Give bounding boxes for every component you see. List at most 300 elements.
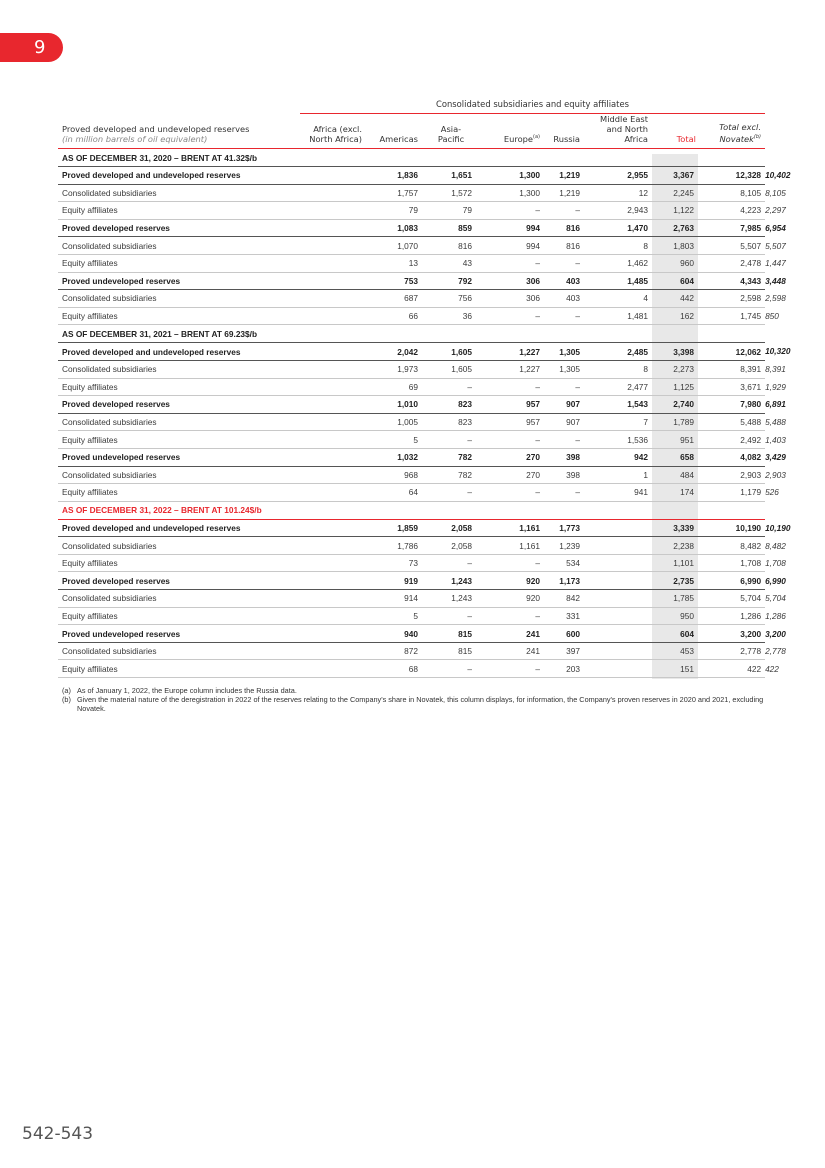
cell-total: 8,391 [694,360,765,378]
row-label: Consolidated subsidiaries [58,590,298,608]
cell-africa: 69 [362,378,418,396]
cell-africa: 1,836 [362,167,418,185]
cell-total: 422 [694,660,765,678]
cell-africa: 13 [362,254,418,272]
cell-europe: 1,173 [540,572,580,590]
col-header-europe: Europe$^{(a)}$ [503,134,540,144]
cell-americas: – [418,378,472,396]
cell-asia: 1,161 [472,519,540,537]
cell-mena: 604 [648,625,694,643]
cell-total: 1,179 [694,484,765,502]
cell-total: 3,200 [694,625,765,643]
col-header-europe-note: (a) [533,134,540,141]
cell-americas: – [418,431,472,449]
cell-asia: – [472,554,540,572]
cell-russia: 1 [580,466,648,484]
section-row [58,149,765,167]
row-label: Consolidated subsidiaries [58,290,298,308]
cell-americas: 2,058 [418,519,472,537]
cell-asia: 1,227 [472,343,540,361]
row-header-title: Proved developed and undeveloped reserves [62,124,250,134]
footnote-text: Given the material nature of the deregistration in 2022 of the reserves relating to the Company's share in Novatek, this column displays, for information, the Company's proven reserves in 2020 and 2021, excluding Novatek. [77,695,764,713]
cell-total: 5,704 [694,590,765,608]
cell-asia: 306 [472,290,540,308]
row-label: Proved undeveloped reserves [58,625,298,643]
cell-europe: 1,773 [540,519,580,537]
row-label: Proved undeveloped reserves [58,272,298,290]
cell-total: 4,343 [694,272,765,290]
cell-europe: 816 [540,219,580,237]
column-header-row [58,114,765,149]
row-label: Proved developed and undeveloped reserves [58,343,298,361]
cell-americas: 823 [418,413,472,431]
table-row: Equity affiliates 13 43 – – 1,462 960 2,478 1,447 [58,254,765,272]
cell-total: 2,903 [694,466,765,484]
cell-total: 6,990 [694,572,765,590]
table-row: Proved developed and undeveloped reserves 1,836 1,651 1,300 1,219 2,955 3,367 12,328 10,402 [58,167,765,185]
cell-europe: – [540,202,580,220]
cell-russia [580,590,648,608]
table-row: Proved developed and undeveloped reserves 1,859 2,058 1,161 1,773 3,339 10,190 10,190 [58,519,765,537]
cell-russia [580,554,648,572]
cell-russia [580,607,648,625]
cell-africa: 73 [362,554,418,572]
spacer-cell [298,254,362,272]
cell-europe: 842 [540,590,580,608]
cell-americas: – [418,554,472,572]
table-row: Equity affiliates 73 – – 534 1,101 1,708 1,708 [58,554,765,572]
cell-africa: 5 [362,431,418,449]
row-label: Consolidated subsidiaries [58,413,298,431]
cell-total: 1,708 [694,554,765,572]
col-header-total-excl: Total excl. Novatek$^{(b)}$ [719,122,761,144]
table-row: Consolidated subsidiaries 687 756 306 403 4 442 2,598 2,598 [58,290,765,308]
row-label: Proved developed and undeveloped reserves [58,519,298,537]
cell-mena: 960 [648,254,694,272]
cell-total: 2,778 [694,642,765,660]
spacer-cell [298,431,362,449]
spacer-cell [298,554,362,572]
cell-africa: 872 [362,642,418,660]
reserves-table-body [58,149,791,678]
row-label: Equity affiliates [58,378,298,396]
cell-mena: 174 [648,484,694,502]
table-row: Proved undeveloped reserves 753 792 306 403 1,485 604 4,343 3,448 [58,272,765,290]
cell-mena: 1,803 [648,237,694,255]
cell-europe: – [540,431,580,449]
cell-europe: 1,305 [540,343,580,361]
cell-africa: 1,005 [362,413,418,431]
cell-africa: 1,973 [362,360,418,378]
cell-total: 8,105 [694,184,765,202]
spacer-cell [298,360,362,378]
spacer-cell [298,590,362,608]
spacer-cell [298,272,362,290]
cell-mena: 1,789 [648,413,694,431]
footnote-mark: (a) [62,686,71,695]
cell-africa: 79 [362,202,418,220]
page-range: 542-543 [22,1124,94,1144]
table-row: Equity affiliates 79 79 – – 2,943 1,122 4,223 2,297 [58,202,765,220]
group-header: Consolidated subsidiaries and equity affiliates [300,96,765,114]
cell-europe: 1,219 [540,167,580,185]
cell-africa: 68 [362,660,418,678]
cell-europe: 203 [540,660,580,678]
cell-total: 1,286 [694,607,765,625]
cell-russia: 7 [580,413,648,431]
cell-europe: 403 [540,272,580,290]
row-label: AS OF DECEMBER 31, 2020 – BRENT AT 41.32$/b [58,149,765,167]
cell-total: 4,223 [694,202,765,220]
cell-europe: 534 [540,554,580,572]
cell-americas: 823 [418,396,472,414]
row-label: Proved developed reserves [58,572,298,590]
cell-asia: – [472,484,540,502]
cell-americas: 1,605 [418,360,472,378]
spacer-cell [298,290,362,308]
row-label: Consolidated subsidiaries [58,537,298,555]
cell-mena: 3,339 [648,519,694,537]
row-label: Equity affiliates [58,484,298,502]
table-row: Consolidated subsidiaries 1,786 2,058 1,161 1,239 2,238 8,482 8,482 [58,537,765,555]
table-row: Equity affiliates 5 – – – 1,536 951 2,492 1,403 [58,431,765,449]
cell-asia: 994 [472,219,540,237]
row-label: Equity affiliates [58,431,298,449]
cell-russia: 2,955 [580,167,648,185]
cell-total: 2,478 [694,254,765,272]
table-row: Consolidated subsidiaries 1,757 1,572 1,300 1,219 12 2,245 8,105 8,105 [58,184,765,202]
cell-americas: 36 [418,307,472,325]
page-number: 9 [34,37,46,58]
cell-mena: 950 [648,607,694,625]
cell-asia: – [472,660,540,678]
cell-americas: 1,651 [418,167,472,185]
cell-asia: – [472,307,540,325]
cell-asia: – [472,378,540,396]
cell-americas: 1,572 [418,184,472,202]
cell-total: 12,328 [694,167,765,185]
cell-mena: 1,122 [648,202,694,220]
spacer-cell [298,537,362,555]
cell-americas: 792 [418,272,472,290]
cell-americas: 43 [418,254,472,272]
row-label: Consolidated subsidiaries [58,237,298,255]
cell-europe: – [540,254,580,272]
cell-mena: 2,740 [648,396,694,414]
spacer-cell [298,642,362,660]
page-number-tab [0,33,63,62]
cell-europe: 398 [540,448,580,466]
spacer-cell [298,607,362,625]
cell-mena: 2,763 [648,219,694,237]
cell-asia: 1,227 [472,360,540,378]
spacer-cell [298,519,362,537]
cell-europe: 907 [540,396,580,414]
cell-total: 2,492 [694,431,765,449]
cell-asia: 1,161 [472,537,540,555]
spacer-cell [298,413,362,431]
cell-russia: 8 [580,360,648,378]
col-header-asia: Asia-Pacific [437,124,465,144]
cell-mena: 658 [648,448,694,466]
col-header-mena: Middle East and North Africa [600,114,648,144]
cell-europe: 1,239 [540,537,580,555]
cell-total: 10,190 [694,519,765,537]
cell-russia: 1,536 [580,431,648,449]
cell-total: 3,671 [694,378,765,396]
col-header-russia: Russia [553,134,580,144]
row-label: Consolidated subsidiaries [58,184,298,202]
cell-mena: 951 [648,431,694,449]
cell-asia: 994 [472,237,540,255]
cell-europe: 1,219 [540,184,580,202]
spacer-cell [298,219,362,237]
cell-americas: 79 [418,202,472,220]
cell-africa: 1,083 [362,219,418,237]
cell-americas: 2,058 [418,537,472,555]
cell-asia: – [472,254,540,272]
spacer-cell [298,660,362,678]
cell-asia: – [472,202,540,220]
cell-africa: 5 [362,607,418,625]
cell-total: 8,482 [694,537,765,555]
table-row: Proved undeveloped reserves 1,032 782 270 398 942 658 4,082 3,429 [58,448,765,466]
footnote-a [62,686,767,695]
table-row: Equity affiliates 5 – – 331 950 1,286 1,286 [58,607,765,625]
cell-total: 7,985 [694,219,765,237]
row-header-unit: (in million barrels of oil equivalent) [62,134,208,144]
cell-total: 5,507 [694,237,765,255]
cell-total: 4,082 [694,448,765,466]
reserves-table [58,149,791,678]
cell-africa: 64 [362,484,418,502]
cell-russia: 2,477 [580,378,648,396]
cell-russia [580,572,648,590]
cell-russia: 941 [580,484,648,502]
cell-total: 2,598 [694,290,765,308]
cell-africa: 66 [362,307,418,325]
cell-russia: 1,470 [580,219,648,237]
cell-mena: 2,735 [648,572,694,590]
cell-africa: 1,010 [362,396,418,414]
cell-europe: 1,305 [540,360,580,378]
spacer-cell [298,448,362,466]
cell-americas: 782 [418,448,472,466]
cell-asia: 270 [472,466,540,484]
cell-mena: 2,245 [648,184,694,202]
cell-europe: 403 [540,290,580,308]
reserves-table-container [58,96,791,678]
row-label: AS OF DECEMBER 31, 2022 – BRENT AT 101.24$/b [58,501,765,519]
cell-africa: 914 [362,590,418,608]
table-row: Consolidated subsidiaries 1,005 823 957 907 7 1,789 5,488 5,488 [58,413,765,431]
spacer-cell [298,167,362,185]
table-row: Consolidated subsidiaries 914 1,243 920 842 1,785 5,704 5,704 [58,590,765,608]
cell-russia [580,642,648,660]
cell-mena: 3,367 [648,167,694,185]
table-row: Equity affiliates 66 36 – – 1,481 162 1,745 850 [58,307,765,325]
cell-europe: 600 [540,625,580,643]
cell-africa: 1,859 [362,519,418,537]
cell-africa: 940 [362,625,418,643]
cell-total: 12,062 [694,343,765,361]
cell-russia: 1,485 [580,272,648,290]
cell-africa: 2,042 [362,343,418,361]
cell-americas: 1,243 [418,572,472,590]
cell-africa: 753 [362,272,418,290]
cell-total: 7,980 [694,396,765,414]
cell-russia: 1,543 [580,396,648,414]
cell-russia [580,519,648,537]
cell-mena: 162 [648,307,694,325]
spacer-cell [298,396,362,414]
cell-asia: 957 [472,413,540,431]
cell-africa: 919 [362,572,418,590]
cell-africa: 1,786 [362,537,418,555]
cell-mena: 2,238 [648,537,694,555]
cell-europe: – [540,484,580,502]
row-label: AS OF DECEMBER 31, 2021 – BRENT AT 69.23$/b [58,325,765,343]
cell-mena: 151 [648,660,694,678]
table-row: Equity affiliates 69 – – – 2,477 1,125 3,671 1,929 [58,378,765,396]
cell-europe: 331 [540,607,580,625]
cell-asia: 270 [472,448,540,466]
row-label: Consolidated subsidiaries [58,360,298,378]
cell-africa: 1,757 [362,184,418,202]
row-label: Consolidated subsidiaries [58,466,298,484]
cell-asia: – [472,431,540,449]
table-row: Consolidated subsidiaries 872 815 241 397 453 2,778 2,778 [58,642,765,660]
row-label: Equity affiliates [58,307,298,325]
cell-americas: – [418,660,472,678]
spacer-cell [298,307,362,325]
cell-asia: 1,300 [472,167,540,185]
cell-russia: 2,943 [580,202,648,220]
row-label: Equity affiliates [58,254,298,272]
cell-americas: 756 [418,290,472,308]
row-label: Equity affiliates [58,660,298,678]
cell-asia: 1,300 [472,184,540,202]
table-row: Equity affiliates 64 – – – 941 174 1,179 526 [58,484,765,502]
cell-americas: – [418,484,472,502]
row-label: Equity affiliates [58,607,298,625]
cell-asia: – [472,607,540,625]
row-label: Equity affiliates [58,554,298,572]
cell-americas: 816 [418,237,472,255]
table-row: Proved developed reserves 919 1,243 920 1,173 2,735 6,990 6,990 [58,572,765,590]
cell-americas: 815 [418,642,472,660]
col-header-total: Total [676,134,696,144]
cell-europe: – [540,307,580,325]
cell-mena: 1,101 [648,554,694,572]
cell-americas: 859 [418,219,472,237]
row-label: Consolidated subsidiaries [58,642,298,660]
row-header [62,124,262,144]
cell-europe: – [540,378,580,396]
cell-europe: 816 [540,237,580,255]
spacer-cell [298,202,362,220]
spacer-cell [298,237,362,255]
cell-russia [580,660,648,678]
cell-americas: 1,243 [418,590,472,608]
cell-russia [580,537,648,555]
table-row: Proved developed reserves 1,083 859 994 816 1,470 2,763 7,985 6,954 [58,219,765,237]
row-label: Proved developed and undeveloped reserves [58,167,298,185]
spacer-cell [298,484,362,502]
row-label: Equity affiliates [58,202,298,220]
cell-mena: 2,273 [648,360,694,378]
cell-americas: 1,605 [418,343,472,361]
cell-total: 1,745 [694,307,765,325]
row-label: Proved undeveloped reserves [58,448,298,466]
cell-africa: 1,032 [362,448,418,466]
cell-russia: 12 [580,184,648,202]
footnote-b [62,695,767,713]
cell-mena: 442 [648,290,694,308]
cell-asia: 241 [472,642,540,660]
cell-total: 5,488 [694,413,765,431]
cell-europe: 398 [540,466,580,484]
cell-russia: 2,485 [580,343,648,361]
cell-russia: 1,481 [580,307,648,325]
cell-europe: 907 [540,413,580,431]
section-row [58,325,765,343]
cell-russia: 4 [580,290,648,308]
cell-russia [580,625,648,643]
table-row: Proved developed and undeveloped reserves 2,042 1,605 1,227 1,305 2,485 3,398 12,062 10,320 [58,343,765,361]
cell-mena: 604 [648,272,694,290]
cell-africa: 687 [362,290,418,308]
spacer-cell [298,378,362,396]
cell-africa: 968 [362,466,418,484]
cell-asia: 920 [472,590,540,608]
table-row: Proved undeveloped reserves 940 815 241 600 604 3,200 3,200 [58,625,765,643]
cell-asia: 241 [472,625,540,643]
table-row: Consolidated subsidiaries 968 782 270 398 1 484 2,903 2,903 [58,466,765,484]
cell-mena: 1,125 [648,378,694,396]
spacer-cell [298,184,362,202]
footnote-text: As of January 1, 2022, the Europe column includes the Russia data. [77,686,297,695]
footnote-mark: (b) [62,695,71,704]
table-row: Equity affiliates 68 – – 203 151 422 422 [58,660,765,678]
cell-africa: 1,070 [362,237,418,255]
row-label: Proved developed reserves [58,396,298,414]
cell-asia: 920 [472,572,540,590]
footnotes [62,686,767,713]
cell-mena: 1,785 [648,590,694,608]
cell-asia: 957 [472,396,540,414]
spacer-cell [298,343,362,361]
row-label: Proved developed reserves [58,219,298,237]
spacer-cell [298,466,362,484]
spacer-cell [298,625,362,643]
cell-asia: 306 [472,272,540,290]
table-row: Proved developed reserves 1,010 823 957 907 1,543 2,740 7,980 6,891 [58,396,765,414]
cell-americas: 782 [418,466,472,484]
cell-russia: 942 [580,448,648,466]
table-row: Consolidated subsidiaries 1,973 1,605 1,227 1,305 8 2,273 8,391 8,391 [58,360,765,378]
col-header-americas: Americas [379,134,418,144]
cell-europe: 397 [540,642,580,660]
cell-russia: 8 [580,237,648,255]
cell-americas: – [418,607,472,625]
table-row: Consolidated subsidiaries 1,070 816 994 816 8 1,803 5,507 5,507 [58,237,765,255]
cell-mena: 484 [648,466,694,484]
section-row [58,501,765,519]
cell-americas: 815 [418,625,472,643]
col-header-africa: Africa (excl. North Africa) [309,124,362,144]
cell-mena: 453 [648,642,694,660]
